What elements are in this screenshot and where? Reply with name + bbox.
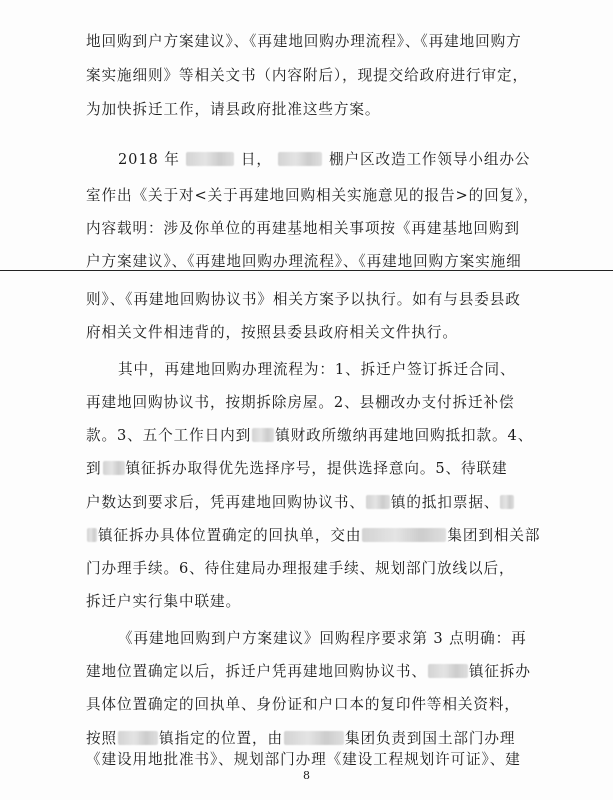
text-line xyxy=(86,252,522,272)
redacted-block xyxy=(500,495,514,509)
redacted-block xyxy=(362,528,446,542)
text-line xyxy=(118,629,527,649)
text-line-content: 其中，再建地回购办理流程为：1、拆迁户签订拆迁合同、 xyxy=(118,361,516,378)
redacted-block xyxy=(366,495,390,509)
text-line xyxy=(86,729,515,749)
text-line xyxy=(118,150,530,170)
text-line-content: 地回购到户方案建议》、《再建地回购办理流程》、《再建地回购方 xyxy=(86,33,522,50)
text-line-content: 镇征拆办具体位置确定的回执单，交由 xyxy=(98,527,362,544)
text-line xyxy=(86,32,522,52)
text-line-content: 拆迁户实行集中联建。 xyxy=(86,593,241,610)
page-number: 8 xyxy=(303,769,310,782)
text-line xyxy=(86,393,515,413)
text-line xyxy=(86,750,521,770)
text-line-content: 室作出《关于对<关于再建地回购相关实施意见的报告>的回复》， xyxy=(86,187,539,204)
text-line xyxy=(86,186,539,206)
text-line xyxy=(86,66,528,86)
text-line-content: 再建地回购协议书，按期拆除房屋。2、县棚改办支付拆迁补偿 xyxy=(86,394,515,411)
redacted-block xyxy=(186,152,234,166)
text-line-content: 镇的抵扣票据、 xyxy=(390,494,500,511)
text-line-content: 《建设用地批准书》、规划部门办理《建设工程规划许可证》、建 xyxy=(86,751,521,768)
text-line xyxy=(118,360,516,380)
text-line-content: 具体位置确定的回执单、身份证和户口本的复印件等相关资料， xyxy=(86,696,520,713)
text-line-content: 户方案建议》、《再建地回购办理流程》、《再建地回购方案实施细 xyxy=(86,253,522,270)
text-line-content: 府相关文件相违背的，按照县委县政府相关文件执行。 xyxy=(86,324,458,341)
redacted-block xyxy=(284,731,344,745)
text-line-content: 镇指定的位置，由 xyxy=(159,730,283,747)
text-line xyxy=(86,219,520,239)
text-line-content: 款。3、五个工作日内到 xyxy=(86,427,252,444)
text-line-content: 棚户区改造工作领导小组办公 xyxy=(328,151,531,168)
text-line-content: 镇征拆办取得优先选择序号，提供选择意向。5、待联建 xyxy=(125,460,508,477)
text-line-content: 内容载明：涉及你单位的再建基地相关事项按《再建基地回购到 xyxy=(86,220,520,237)
redacted-block xyxy=(428,664,468,678)
text-line xyxy=(86,559,515,579)
text-line xyxy=(86,662,531,682)
text-line-content: 建地位置确定以后，拆迁户凭再建地回购协议书、 xyxy=(86,663,427,680)
redacted-block xyxy=(87,528,97,542)
redacted-block xyxy=(252,428,274,442)
text-line-content: 到 xyxy=(86,460,102,477)
text-line-content: 《再建地回购到户方案建议》回购程序要求第 3 点明确：再 xyxy=(118,630,527,647)
text-line xyxy=(86,290,521,310)
text-line-content: 集团到相关部 xyxy=(447,527,541,544)
redacted-block xyxy=(278,152,322,166)
text-line-content: 则》、《再建地回购协议书》相关方案予以执行。如有与县委县政 xyxy=(86,291,521,308)
text-line xyxy=(86,323,458,343)
text-line xyxy=(86,426,533,446)
divider-line xyxy=(0,270,613,271)
text-line xyxy=(86,100,380,120)
text-line-content: 户数达到要求后，凭再建地回购协议书、 xyxy=(86,494,365,511)
text-line xyxy=(86,526,540,546)
text-line-content: 按照 xyxy=(86,730,117,747)
text-line-content: 镇财政所缴纳再建地回购抵扣款。4、 xyxy=(275,427,534,444)
text-line xyxy=(86,592,241,612)
date-year: 2018 年 xyxy=(118,151,180,168)
text-line xyxy=(86,695,520,715)
text-line-content: 镇征拆办 xyxy=(468,663,531,680)
redacted-block xyxy=(103,461,125,475)
redacted-block xyxy=(118,731,158,745)
text-line-content: 案实施细则》等相关文书（内容附后），现提交给政府进行审定， xyxy=(86,67,529,84)
text-line xyxy=(86,493,515,513)
text-line-content: 为加快拆迁工作，请县政府批准这些方案。 xyxy=(86,101,381,118)
text-line-content: 集团负责到国土部门办理 xyxy=(344,730,516,747)
text-line xyxy=(86,459,508,479)
date-day: 日， xyxy=(240,151,272,168)
text-line-content: 门办理手续。6、待住建局办理报建手续、规划部门放线以后， xyxy=(86,560,515,577)
